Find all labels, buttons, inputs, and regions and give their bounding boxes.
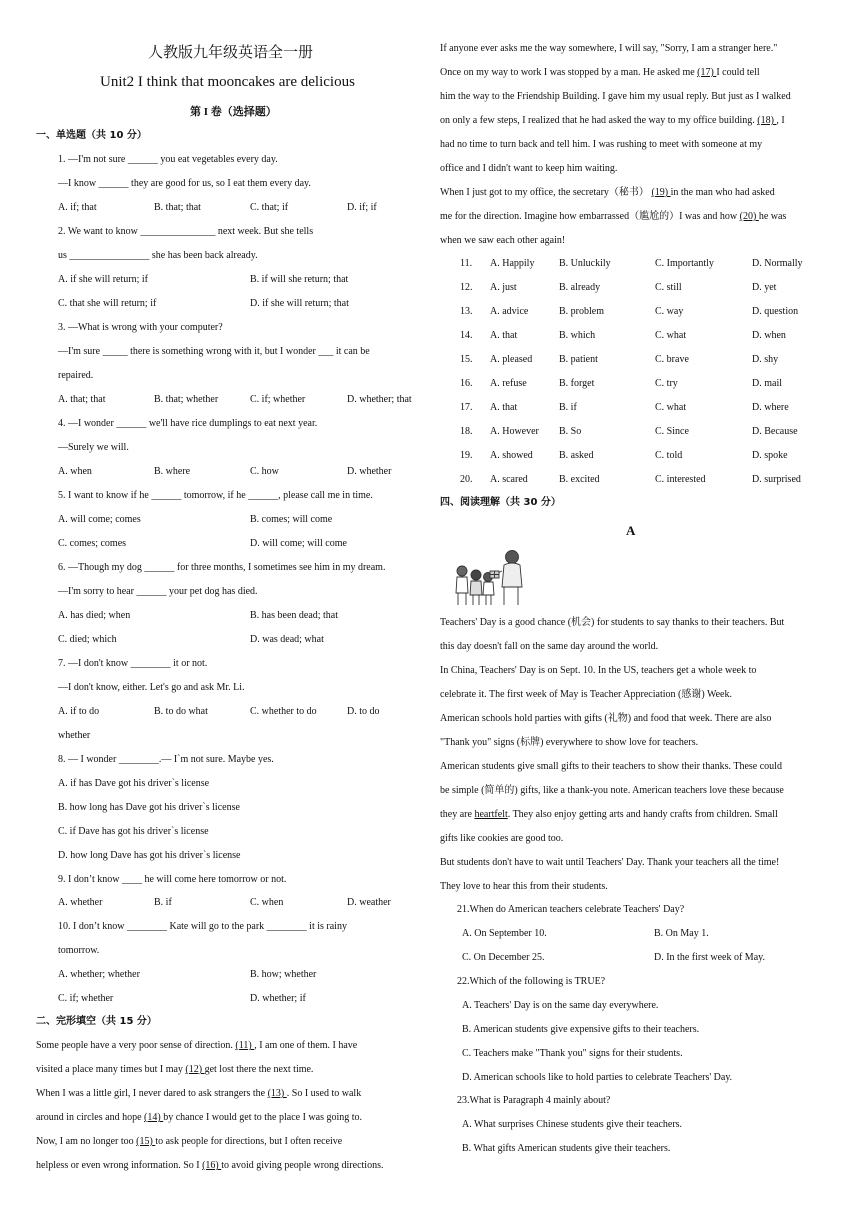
q22-option-d: D. American schools like to hold parties to celebrate Teachers' Day. (462, 1072, 733, 1083)
q7-stem-1: 7. —I don't know ________ it or not. (58, 658, 208, 669)
cloze-text: When I just got to my office, the secretary（秘书） (440, 187, 652, 198)
q9-option-c: C. when (250, 897, 284, 908)
cloze-option-number: 16. (460, 378, 473, 389)
cloze-text: office and I didn't want to keep him waiting. (440, 163, 618, 174)
cloze-blank: (18) (757, 115, 777, 126)
q10-option-b: B. how; whether (250, 969, 317, 980)
cloze-option-number: 11. (460, 258, 473, 269)
cloze-text: When I was a little girl, I never dared to ask strangers the (36, 1088, 268, 1099)
cloze-left-line (36, 1160, 383, 1172)
cloze-blank: (20) (739, 211, 759, 222)
reading-paragraph-line: But students don't have to wait until Teachers' Day. Thank your teachers all the time! (440, 857, 780, 868)
q1-option-d: D. if; if (347, 202, 377, 213)
cloze-blank: (12) (185, 1064, 205, 1075)
q5-option-c: C. comes; comes (58, 538, 127, 549)
q9-stem-1: 9. I don’t know ____ he will come here tomorrow or not. (58, 874, 287, 885)
q7-stem-2: —I don't know, either. Let's go and ask Mr. Li. (58, 682, 245, 693)
cloze-right-line (440, 43, 777, 55)
doc-subtitle: Unit2 I think that mooncakes are delicious (100, 74, 355, 90)
cloze-text: around in circles and hope (36, 1112, 145, 1123)
q5-option-a: A. will come; comes (58, 514, 141, 525)
cloze-blank: (14) (144, 1112, 164, 1123)
q4-stem-1: 4. —I wonder ______ we'll have rice dumplings to eat next year. (58, 418, 318, 429)
q4-option-b: B. where (154, 466, 191, 477)
cloze-blank: (16) (202, 1160, 222, 1171)
q3-option-c: C. if; whether (250, 394, 306, 405)
q3-stem-3: repaired. (58, 370, 94, 381)
cloze-right-line (440, 67, 760, 79)
cloze-option-number: 20. (460, 474, 473, 485)
q8-option-c: C. if Dave has got his driver`s license (58, 826, 209, 837)
cloze-text: visited a place many times but I may (36, 1064, 186, 1075)
cloze-option-b: B. Unluckily (559, 258, 611, 269)
cloze-option-d: D. question (752, 306, 799, 317)
q23-option-a: A. What surprises Chinese students give their teachers. (462, 1119, 683, 1130)
q10-stem-1: 10. I don’t know ________ Kate will go to the park ________ it is rainy (58, 921, 347, 932)
reading-paragraph-line: celebrate it. The first week of May is Teacher Appreciation (感谢) Week. (440, 689, 732, 700)
q1-stem-2: —I know ______ they are good for us, so I eat them every day. (58, 178, 311, 189)
q8-option-a: A. if has Dave got his driver`s license (58, 778, 210, 789)
q1-option-b: B. that; that (154, 202, 201, 213)
cloze-text: Now, I am no longer too (36, 1136, 137, 1147)
cloze-blank: (11) (235, 1040, 255, 1051)
q4-option-d: D. whether (347, 466, 392, 477)
q7-option-d-wrap: whether (58, 730, 91, 741)
cloze-option-a: A. However (490, 426, 539, 437)
cloze-right-line (440, 187, 775, 199)
q23-option-b: B. What gifts American students give their teachers. (462, 1143, 671, 1154)
cloze-option-a: A. scared (490, 474, 528, 485)
cloze-option-b: B. excited (559, 474, 600, 485)
cloze-left-line (36, 1136, 342, 1148)
cloze-left-line (36, 1088, 361, 1100)
q10-stem-2: tomorrow. (58, 945, 100, 956)
cloze-option-c: C. still (655, 282, 682, 293)
cloze-option-b: B. already (559, 282, 601, 293)
cloze-option-number: 14. (460, 330, 473, 341)
cloze-left-line (36, 1064, 313, 1076)
cloze-blank: (19) (651, 187, 671, 198)
q22-option-b: B. American students give expensive gifts to their teachers. (462, 1024, 700, 1035)
q21-option-c: C. On December 25. (462, 952, 545, 963)
cloze-option-a: A. that (490, 402, 518, 413)
q8-option-d: D. how long Dave has got his driver`s license (58, 850, 241, 861)
section4-heading: 四、阅读理解（共 30 分） (440, 497, 561, 508)
q2-option-b: B. if will she return; that (250, 274, 349, 285)
cloze-option-c: C. Since (655, 426, 689, 437)
cloze-option-d: D. when (752, 330, 786, 341)
cloze-option-number: 18. (460, 426, 473, 437)
reading-paragraph-line: Teachers' Day is a good chance (机会) for students to say thanks to their teachers. But (440, 617, 785, 628)
q8-stem-1: 8. — I wonder ________.— I`m not sure. Maybe yes. (58, 754, 274, 765)
cloze-option-a: A. advice (490, 306, 529, 317)
cloze-option-a: A. showed (490, 450, 533, 461)
cloze-option-d: D. yet (752, 282, 777, 293)
cloze-text: on only a few steps, I realized that he had asked the way to my office building. (440, 115, 758, 126)
cloze-text: to avoid giving people wrong directions. (221, 1160, 384, 1171)
q1-stem-1: 1. —I'm not sure ______ you eat vegetables every day. (58, 154, 278, 165)
q3-stem-2: —I'm sure _____ there is something wrong with it, but I wonder ___ it can be (58, 346, 370, 357)
cloze-text: . So I used to walk (286, 1088, 362, 1099)
q6-option-d: D. was dead; what (250, 634, 324, 645)
q6-stem-2: —I'm sorry to hear ______ your pet dog has died. (58, 586, 258, 597)
cloze-option-d: D. spoke (752, 450, 788, 461)
cloze-option-b: B. which (559, 330, 596, 341)
cloze-option-number: 19. (460, 450, 473, 461)
q9-option-b: B. if (154, 897, 172, 908)
cloze-option-b: B. asked (559, 450, 594, 461)
q8-option-b: B. how long has Dave got his driver`s license (58, 802, 240, 813)
reading-paragraph-line: American schools hold parties with gifts (礼物) and food that week. There are also (440, 713, 772, 724)
q6-option-b: B. has been dead; that (250, 610, 339, 621)
q9-option-d: D. weather (347, 897, 391, 908)
q2-option-c: C. that she will return; if (58, 298, 157, 309)
q3-option-a: A. that; that (58, 394, 106, 405)
q2-option-a: A. if she will return; if (58, 274, 148, 285)
cloze-blank: (13) (267, 1088, 287, 1099)
q21-option-d: D. In the first week of May. (654, 952, 765, 963)
cloze-option-b: B. problem (559, 306, 604, 317)
cloze-option-d: D. where (752, 402, 789, 413)
q7-option-b: B. to do what (154, 706, 208, 717)
cloze-option-a: A. just (490, 282, 517, 293)
reading-paragraph-line: gifts like cookies are good too. (440, 833, 564, 844)
q22-stem: 22.Which of the following is TRUE? (457, 976, 606, 987)
cloze-option-number: 13. (460, 306, 473, 317)
q7-option-c: C. whether to do (250, 706, 317, 717)
q10-option-d: D. whether; if (250, 993, 306, 1004)
cloze-text: in the man who had asked (670, 187, 775, 198)
q10-option-a: A. whether; whether (58, 969, 140, 980)
q6-option-c: C. died; which (58, 634, 117, 645)
cloze-option-c: C. Importantly (655, 258, 714, 269)
underlined-word: heartfelt (474, 809, 508, 820)
cloze-right-line (440, 235, 565, 247)
cloze-left-line (36, 1112, 362, 1124)
q10-option-c: C. if; whether (58, 993, 114, 1004)
q2-stem-2: us ________________ she has been back already. (58, 250, 258, 261)
cloze-option-number: 12. (460, 282, 473, 293)
q1-option-c: C. that; if (250, 202, 289, 213)
cloze-blank: (17) (697, 67, 717, 78)
cloze-text: by chance I would get to the place I was going to. (163, 1112, 363, 1123)
cloze-right-line (440, 211, 786, 223)
cloze-text: he was (758, 211, 787, 222)
cloze-text: , I am one of them. I have (254, 1040, 358, 1051)
section1-heading: 一、单选题（共 10 分） (36, 130, 147, 141)
cloze-option-b: B. patient (559, 354, 598, 365)
reading-paragraph-line: they are heartfelt. They also enjoy getting arts and handy crafts from children. Small (440, 809, 778, 820)
cloze-right-line (440, 115, 785, 127)
cloze-option-c: C. brave (655, 354, 689, 365)
cloze-text: If anyone ever asks me the way somewhere, I will say, "Sorry, I am a stranger here." (440, 43, 778, 54)
cloze-option-c: C. way (655, 306, 684, 317)
q21-stem: 21.When do American teachers celebrate Teachers' Day? (457, 904, 685, 915)
passage-label: A (626, 523, 636, 538)
reading-paragraph-line: American students give small gifts to their teachers to show their thanks. These could (440, 761, 782, 772)
doc-title: 人教版九年级英语全一册 (148, 43, 314, 61)
cloze-right-line (440, 139, 762, 151)
cloze-option-c: C. try (655, 378, 678, 389)
q7-option-a: A. if to do (58, 706, 100, 717)
cloze-text: him the way to the Friendship Building. I gave him my usual reply. But just as I walked (440, 91, 791, 102)
cloze-option-c: C. interested (655, 474, 706, 485)
cloze-text: helpless or even wrong information. So I (36, 1160, 203, 1171)
cloze-option-d: D. shy (752, 354, 779, 365)
q3-stem-1: 3. —What is wrong with your computer? (58, 322, 223, 333)
reading-paragraph-line: They love to hear this from their students. (440, 881, 608, 892)
cloze-text: , I (776, 115, 785, 126)
cloze-text: I could tell (716, 67, 760, 78)
q6-option-a: A. has died; when (58, 610, 131, 621)
q4-stem-2: —Surely we will. (58, 442, 129, 453)
cloze-option-c: C. told (655, 450, 683, 461)
cloze-option-c: C. what (655, 402, 687, 413)
q2-option-d: D. if she will return; that (250, 298, 349, 309)
cloze-option-b: B. if (559, 402, 577, 413)
q4-option-a: A. when (58, 466, 92, 477)
cloze-option-a: A. that (490, 330, 518, 341)
q22-option-c: C. Teachers make "Thank you" signs for their students. (462, 1048, 683, 1059)
cloze-right-line (440, 163, 617, 175)
cloze-option-d: D. Normally (752, 258, 803, 269)
cloze-left-line (36, 1040, 357, 1052)
cloze-right-line (440, 91, 791, 103)
cloze-option-d: D. Because (752, 426, 798, 437)
cloze-option-d: D. surprised (752, 474, 801, 485)
q9-option-a: A. whether (58, 897, 103, 908)
cloze-option-number: 15. (460, 354, 473, 365)
q5-option-d: D. will come; will come (250, 538, 347, 549)
cloze-option-a: A. pleased (490, 354, 533, 365)
reading-paragraph-line: "Thank you" signs (标牌) everywhere to show love for teachers. (440, 737, 699, 748)
q4-option-c: C. how (250, 466, 279, 477)
cloze-text: had no time to turn back and tell him. I was rushing to meet with someone at my (440, 139, 763, 150)
cloze-text: Some people have a very poor sense of direction. (36, 1040, 236, 1051)
q6-stem-1: 6. —Though my dog ______ for three months, I sometimes see him in my dream. (58, 562, 386, 573)
reading-paragraph-line: be simple (简单的) gifts, like a thank-you note. American teachers love these because (440, 785, 784, 796)
q7-option-d: D. to do (347, 706, 380, 717)
cloze-text: when we saw each other again! (440, 235, 566, 246)
cloze-text: Once on my way to work I was stopped by a man. He asked me (440, 67, 698, 78)
teachers-day-illustration (448, 547, 530, 609)
q21-option-a: A. On September 10. (462, 928, 547, 939)
cloze-option-a: A. refuse (490, 378, 527, 389)
reading-paragraph-line: In China, Teachers' Day is on Sept. 10. In the US, teachers get a whole week to (440, 665, 757, 676)
cloze-option-d: D. mail (752, 378, 782, 389)
cloze-option-c: C. what (655, 330, 687, 341)
q23-stem: 23.What is Paragraph 4 mainly about? (457, 1095, 611, 1106)
cloze-option-b: B. So (559, 426, 582, 437)
cloze-option-b: B. forget (559, 378, 595, 389)
reading-paragraph-line: this day doesn't fall on the same day around the world. (440, 641, 659, 652)
cloze-text: to ask people for directions, but I often receive (155, 1136, 343, 1147)
section2-heading: 二、完形填空（共 15 分） (36, 1016, 157, 1027)
q22-option-a: A. Teachers' Day is on the same day everywhere. (462, 1000, 659, 1011)
cloze-blank: (15) (136, 1136, 156, 1147)
q21-option-b: B. On May 1. (654, 928, 709, 939)
q3-option-b: B. that; whether (154, 394, 219, 405)
q1-option-a: A. if; that (58, 202, 97, 213)
part-heading: 第 I 卷（选择题） (190, 106, 277, 118)
q3-option-d: D. whether; that (347, 394, 412, 405)
cloze-option-a: A. Happily (490, 258, 535, 269)
cloze-text: me for the direction. Imagine how embarrassed（尴尬的）I was and how (440, 211, 740, 222)
q2-stem-1: 2. We want to know _______________ next week. But she tells (58, 226, 314, 237)
cloze-option-number: 17. (460, 402, 473, 413)
q5-stem-1: 5. I want to know if he ______ tomorrow, if he ______, please call me in time. (58, 490, 373, 501)
q5-option-b: B. comes; will come (250, 514, 333, 525)
cloze-text: get lost there the next time. (204, 1064, 314, 1075)
